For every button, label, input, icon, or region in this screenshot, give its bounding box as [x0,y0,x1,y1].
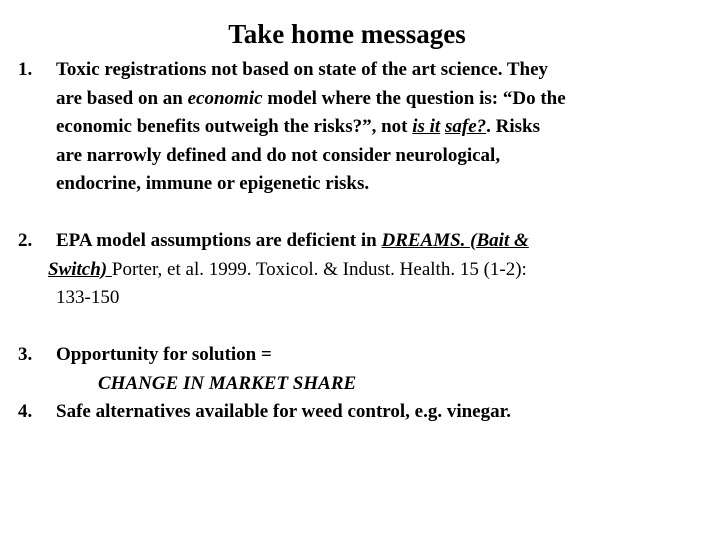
item-text [56,56,566,199]
item-number: 2. [18,230,33,251]
slide-title: Take home messages [228,19,466,49]
citation-text: 133-150 [56,287,120,308]
item-text [56,398,511,427]
text-run: Safe alternatives available for weed control, e.g. vinegar. [56,401,512,422]
text-line [56,142,566,171]
text-line [56,341,356,370]
emphasis-text: safe? [444,116,487,137]
item-number: 4. [18,401,33,422]
citation-link-text: DREAMS. (Bait & [381,230,529,251]
text-run: endocrine, immune or epigenetic risks. [56,173,370,194]
text-run: economic benefits outweigh the risks?”, not [56,116,413,137]
text-run: . Risks [486,116,540,137]
item-text [48,227,529,313]
text-line [56,370,356,399]
text-line [56,113,566,142]
text-line [56,284,529,313]
text-run: model where the question is: “Do the [262,87,566,109]
text-line [56,227,529,256]
text-run: Toxic registrations not based on state of the art science. They [56,59,549,80]
text-run: EPA model assumptions are deficient in [56,230,382,251]
text-line [56,56,566,85]
citation-link-text: Switch) [48,258,112,280]
text-line [48,256,529,285]
text-run: are narrowly defined and do not consider neurological, [56,144,501,166]
item-text [56,341,356,398]
text-run: Opportunity for solution = [56,344,272,365]
text-line [56,398,511,427]
emphasis-text: CHANGE IN MARKET SHARE [98,372,357,394]
text-line [56,85,566,114]
emphasis-text: is it [412,116,441,137]
emphasis-text: economic [187,87,263,109]
item-number: 3. [18,344,33,365]
citation-text: Porter, et al. 1999. Toxicol. & Indust. Health. 15 (1-2): [111,258,527,280]
item-number: 1. [18,59,33,80]
text-run: are based on an [56,87,188,109]
text-line [56,170,566,199]
